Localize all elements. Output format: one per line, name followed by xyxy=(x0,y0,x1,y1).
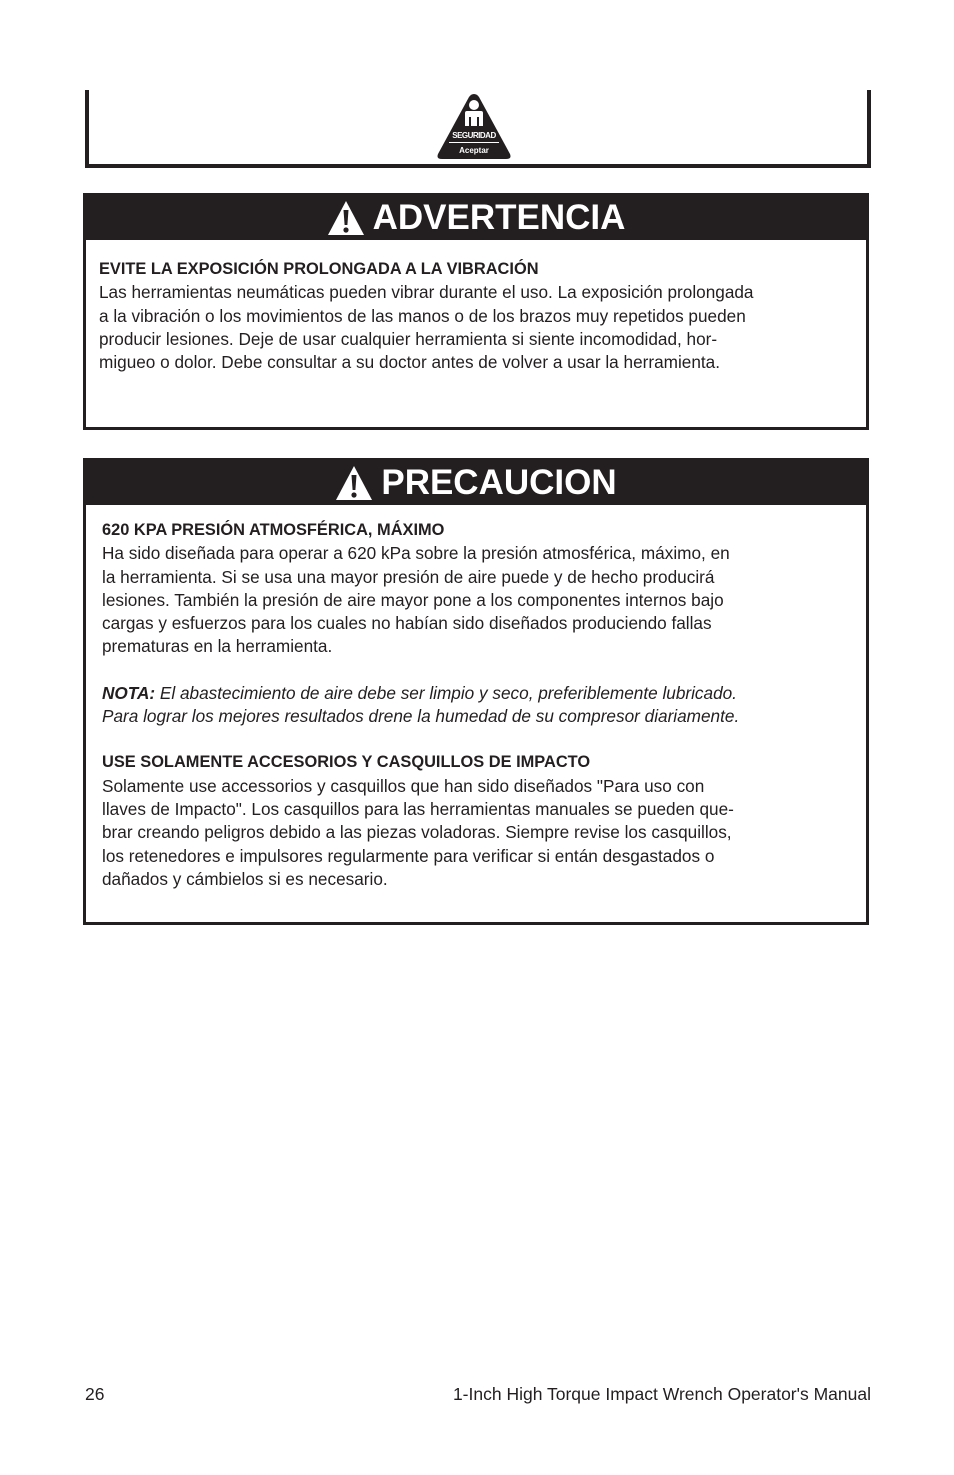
warning-line: producir lesiones. Deje de usar cualquier herramienta si siente incomodidad, hor- xyxy=(99,328,718,349)
badge-label: SEGURIDAD xyxy=(452,131,496,140)
warning-line: Las herramientas neumáticas pueden vibrar durante el uso. La exposición prolongada xyxy=(99,282,754,303)
note-label: NOTA: xyxy=(102,682,156,703)
note-line: Para lograr los mejores resultados drene la humedad de su compresor diariamente. xyxy=(102,706,740,727)
caution-line: prematuras en la herramienta. xyxy=(102,636,333,657)
caution-heading-pressure: 620 KPA PRESIÓN ATMOSFÉRICA, MÁXIMO xyxy=(102,521,445,539)
caution-line: dañados y cámbielos si es necesario. xyxy=(102,868,388,889)
note-text: El abastecimiento de aire debe ser limpio y seco, preferiblemente lubricado. xyxy=(159,682,737,703)
warning-triangle-icon xyxy=(327,200,365,236)
warning-header xyxy=(86,196,866,240)
warning-line: a la vibración o los movimientos de las manos o de los brazos muy repetidos pueden xyxy=(99,305,746,326)
caution-box xyxy=(83,458,869,925)
caution-line: Solamente use accessorios y casquillos que han sido diseñados "Para uso con xyxy=(102,775,705,796)
warning-box xyxy=(83,193,869,430)
caution-line: lesiones. También la presión de aire mayor pone a los componentes internos bajo xyxy=(102,589,724,610)
warning-title: ADVERTENCIA xyxy=(372,198,626,237)
caution-title: PRECAUCION xyxy=(381,463,617,502)
warning-line: migueo o dolor. Debe consultar a su doctor antes de volver a usar la herramienta. xyxy=(99,352,721,373)
caution-body xyxy=(86,505,866,891)
caution-header xyxy=(86,461,866,505)
warning-triangle-icon xyxy=(335,465,373,501)
caution-line: brar creando peligros debido a las piezas voladoras. Siempre revise los casquillos, xyxy=(102,822,732,843)
caution-line: Ha sido diseñada para operar a 620 kPa sobre la presión atmosférica, máximo, en xyxy=(102,543,730,564)
caution-line: cargas y esfuerzos para los cuales no habían sido diseñados produciendo fallas xyxy=(102,613,712,634)
caution-heading-accessories: USE SOLAMENTE ACCESORIOS Y CASQUILLOS DE IMPACTO xyxy=(102,753,591,772)
page-number: 26 xyxy=(85,1384,105,1404)
caution-line: la herramienta. Si se usa una mayor presión de aire puede y de hecho producirá xyxy=(102,566,715,587)
note-line xyxy=(102,682,852,705)
warning-body xyxy=(86,240,866,374)
caution-line: llaves de Impacto". Los casquillos para las herramientas manuales se pueden que- xyxy=(102,798,734,819)
warning-heading: EVITE LA EXPOSICIÓN PROLONGADA A LA VIBRACIÓN xyxy=(99,260,539,278)
manual-title: 1-Inch High Torque Impact Wrench Operator's Manual xyxy=(452,1384,871,1404)
caution-line: los retenedores e impulsores regularmente para verificar si entán desgastados o xyxy=(102,845,715,866)
badge-sublabel: Aceptar xyxy=(459,146,489,155)
